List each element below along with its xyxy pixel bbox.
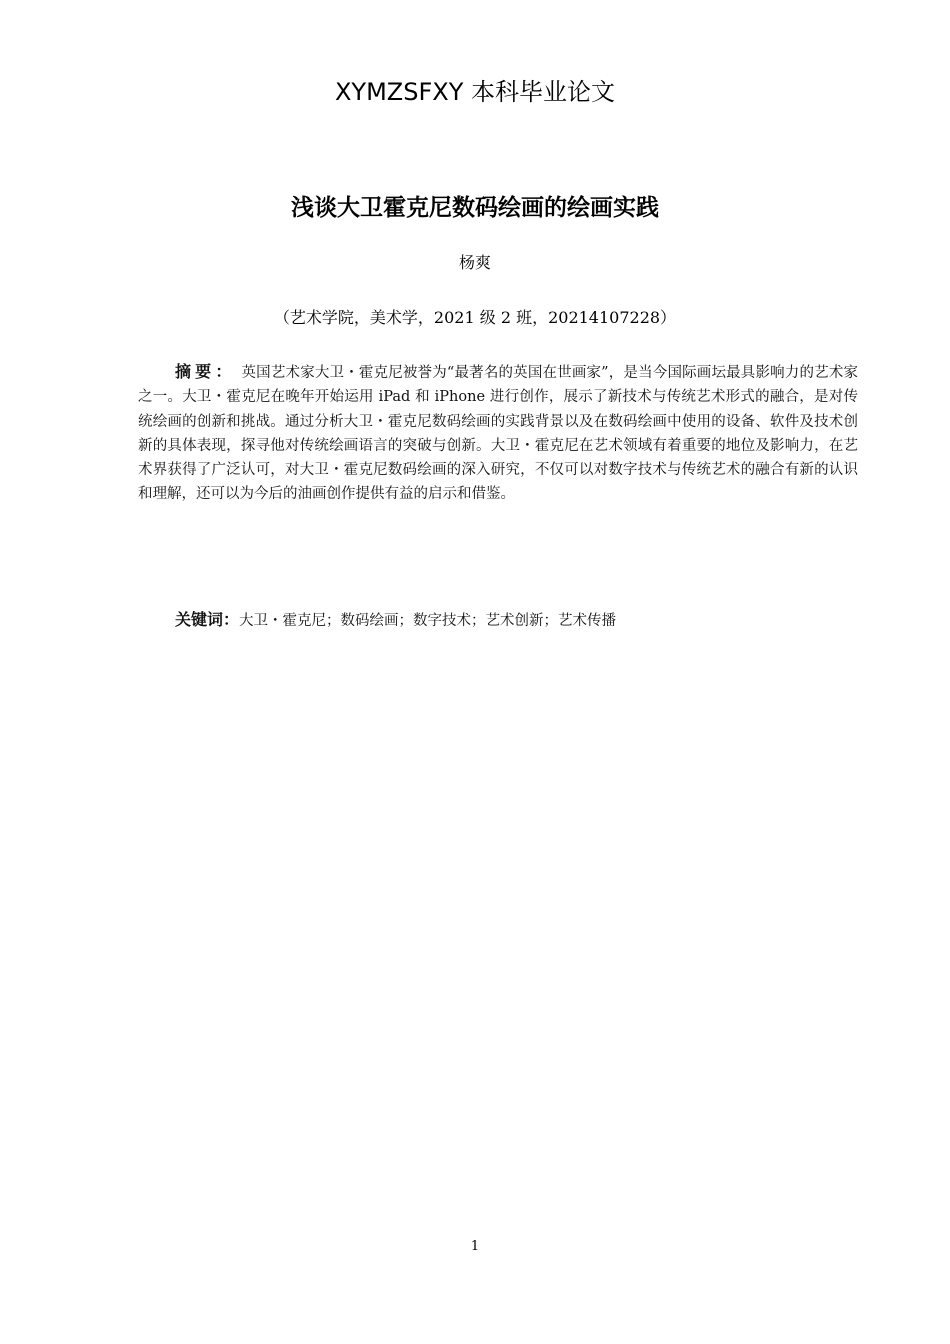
paper-title: 浅谈大卫霍克尼数码绘画的绘画实践 <box>291 195 659 221</box>
abstract-label: 摘要： <box>175 362 236 381</box>
document-header: XYMZSFXY 本科毕业论文 <box>334 78 616 106</box>
keywords-text: 大卫・霍克尼；数码绘画；数字技术；艺术创新；艺术传播 <box>239 613 617 629</box>
abstract-text: 英国艺术家大卫・霍克尼被誉为“最著名的英国在世画家”，是当今国际画坛最具影响力的艺术家之一。大卫・霍克尼在晚年开始运用 iPad 和 iPhone 进行创作，展示了新技术与传统艺术形式的融合，是对传统绘画的创新和挑战。通过分析大卫・霍克尼数码绘画的实践背景以及在数码绘画中使用的设备、软件及技术创新的具体表现，探寻他对传统绘画语言的突破与创新。大卫・霍克尼在艺术领域有着重要的地位及影响力，在艺术界获得了广泛认可，对大卫・霍克尼数码绘画的深入研究，不仅可以对数字技术与传统艺术的融合有新的认识和理解，还可以为今后的油画创作提供有益的启示和借鉴。 <box>138 365 858 503</box>
page-number: 1 <box>470 1239 480 1254</box>
keywords-line <box>175 607 858 630</box>
author-name: 杨爽 <box>458 253 491 272</box>
abstract-paragraph <box>138 360 858 507</box>
keywords-label: 关键词： <box>175 610 240 629</box>
author-affiliation: （艺术学院，美术学，2021 级 2 班，20214107228） <box>273 308 677 327</box>
